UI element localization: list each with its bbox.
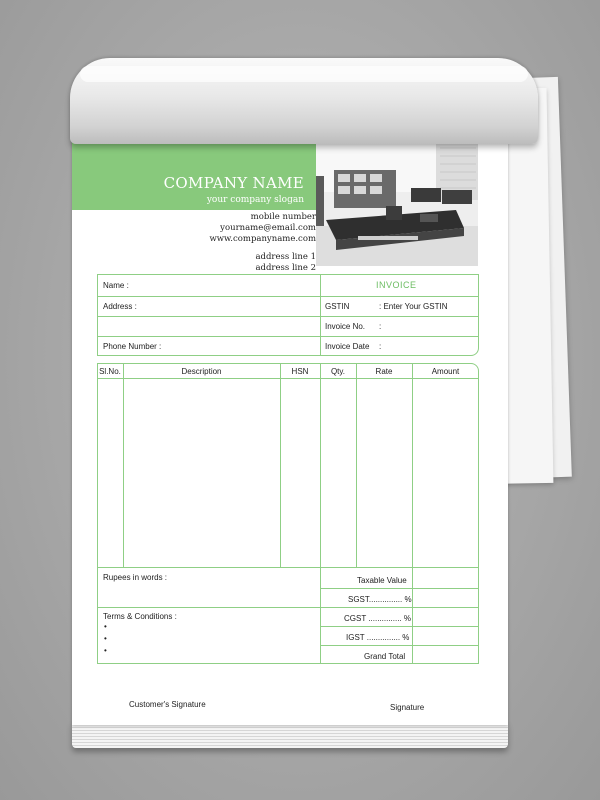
address-line-2: address line 2 <box>255 263 316 273</box>
notepad-binding <box>70 58 538 144</box>
signature-label: Signature <box>390 703 425 712</box>
cgst-label: CGST ............... % <box>344 614 411 623</box>
terms-bullet-3: • <box>104 646 107 655</box>
mobile-number: mobile number <box>250 212 316 222</box>
rupees-in-words-label: Rupees in words : <box>103 573 168 582</box>
name-label: Name : <box>103 281 129 290</box>
col-slno: Sl.No. <box>99 367 121 376</box>
address-label: Address : <box>103 302 137 311</box>
company-contact <box>209 212 316 274</box>
phone-label: Phone Number : <box>103 342 162 351</box>
website: www.companyname.com <box>209 234 316 244</box>
company-name: COMPANY NAME <box>163 174 304 192</box>
paper-stack-edge <box>72 722 508 748</box>
col-hsn: HSN <box>291 367 309 376</box>
sgst-label: SGST............... % <box>348 595 412 604</box>
invoice-title: INVOICE <box>376 280 417 290</box>
terms-bullet-1: • <box>104 622 107 631</box>
invoice-no-label: Invoice No. <box>325 322 366 331</box>
invoice-date-colon: : <box>379 342 382 351</box>
col-qty: Qty. <box>330 367 346 376</box>
taxable-value-label: Taxable Value <box>357 576 407 585</box>
invoice-no-colon: : <box>379 322 382 331</box>
email: yourname@email.com <box>220 223 316 233</box>
customer-signature-label: Customer's Signature <box>129 700 206 709</box>
address-line-1: address line 1 <box>255 252 316 262</box>
col-description: Description <box>181 367 222 376</box>
company-slogan: your company slogan <box>206 195 304 205</box>
grand-total-label: Grand Total <box>364 652 406 661</box>
invoice-sheet <box>72 140 508 725</box>
col-rate: Rate <box>375 367 393 376</box>
gstin-value: : Enter Your GSTIN <box>379 302 448 311</box>
terms-label: Terms & Conditions : <box>103 612 177 621</box>
office-photo <box>316 140 478 266</box>
header-green-band <box>72 140 316 210</box>
gstin-label: GSTIN <box>325 302 350 311</box>
col-amount: Amount <box>431 367 460 376</box>
items-table <box>97 363 479 568</box>
terms-bullet-2: • <box>104 634 107 643</box>
invoice-date-label: Invoice Date <box>325 342 370 351</box>
igst-label: IGST ............... % <box>346 633 410 642</box>
